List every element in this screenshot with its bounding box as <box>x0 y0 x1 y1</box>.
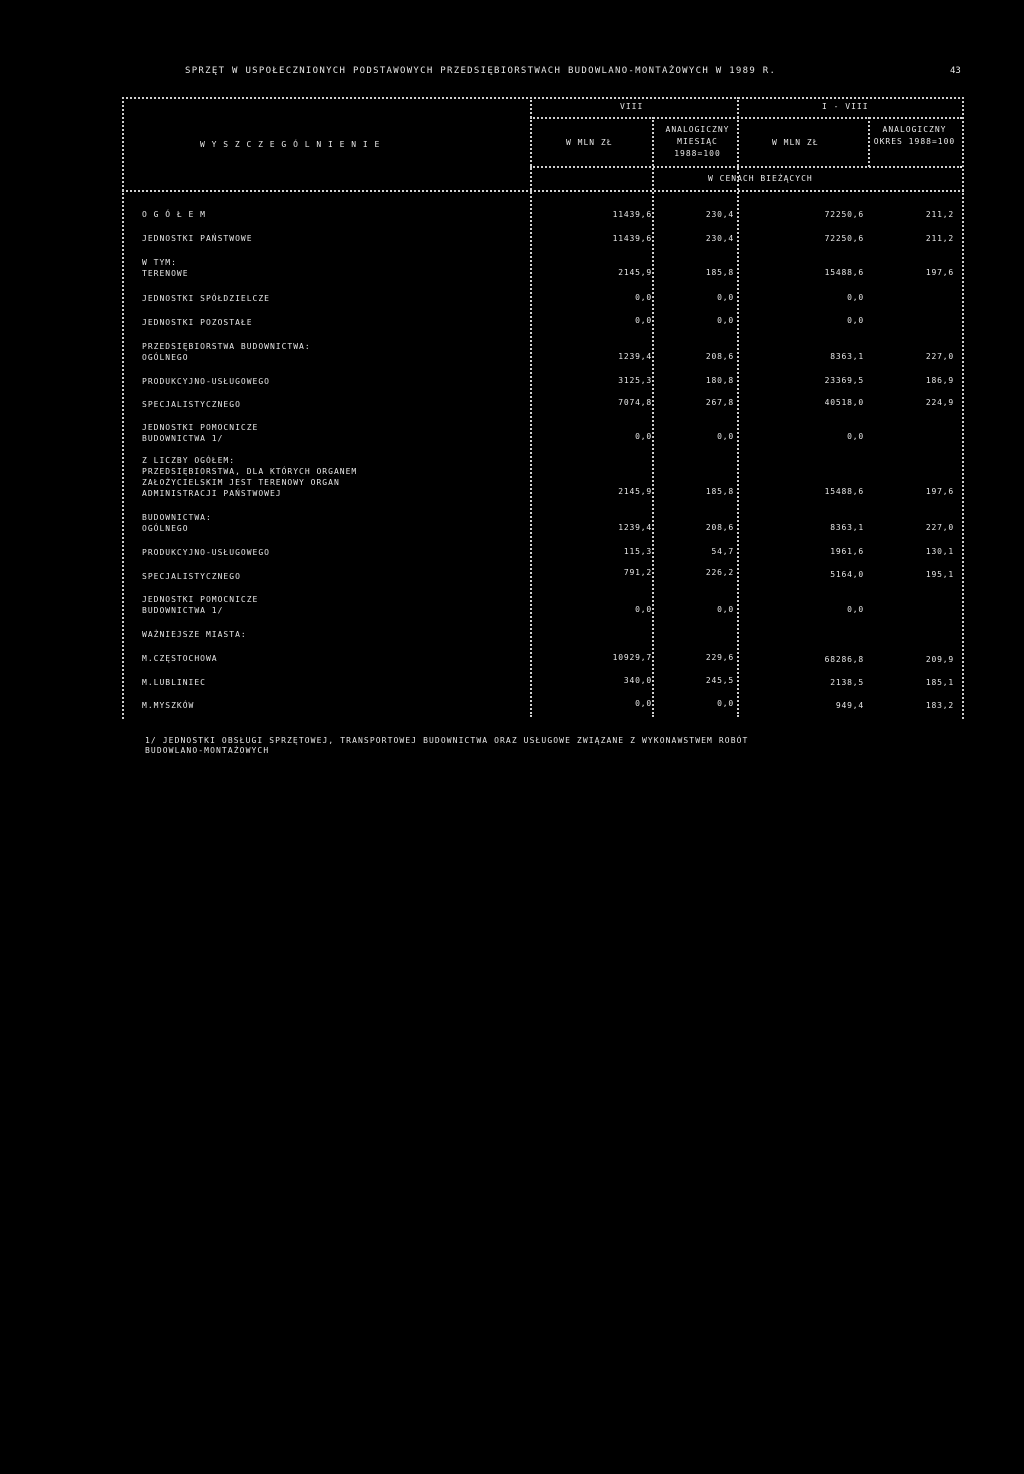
cell-value: 185,8 <box>705 487 734 496</box>
cell-value: 3125,3 <box>618 376 652 385</box>
cell-value: 72250,6 <box>824 234 864 243</box>
cell-value: 0,0 <box>847 316 864 325</box>
cell-value: 72250,6 <box>824 210 864 219</box>
cell-value: 7074,8 <box>618 398 652 407</box>
cell-value: 0,0 <box>717 316 734 325</box>
row-label: PRODUKCYJNO-USŁUGOWEGO <box>142 377 270 386</box>
cell-value: 195,1 <box>925 570 954 579</box>
cell-value: 1239,4 <box>618 352 652 361</box>
col-divider-1 <box>652 117 654 717</box>
cell-value: 185,1 <box>925 678 954 687</box>
cell-value: 949,4 <box>835 701 864 710</box>
cell-value: 68286,8 <box>824 655 864 664</box>
cell-value: 40518,0 <box>824 398 864 407</box>
stub-header: W Y S Z C Z E G Ó L N I E N I E <box>200 140 381 149</box>
cell-value: 0,0 <box>847 432 864 441</box>
row-label: SPECJALISTYCZNEGO <box>142 572 241 581</box>
cell-value: 791,2 <box>623 568 652 577</box>
period-cumulative-header: I - VIII <box>822 102 869 111</box>
cell-value: 23369,5 <box>824 376 864 385</box>
cell-value: 0,0 <box>635 699 652 708</box>
cell-value: 0,0 <box>847 293 864 302</box>
row-label: SPECJALISTYCZNEGO <box>142 400 241 409</box>
cell-value: 8363,1 <box>830 523 864 532</box>
cell-value: 340,0 <box>623 676 652 685</box>
cell-value: 211,2 <box>925 210 954 219</box>
cell-value: 183,2 <box>925 701 954 710</box>
cell-value: 185,8 <box>705 268 734 277</box>
cell-value: 2138,5 <box>830 678 864 687</box>
col-divider-2 <box>737 97 739 717</box>
cell-value: 10929,7 <box>612 653 652 662</box>
cell-value: 197,6 <box>925 487 954 496</box>
row-label: JEDNOSTKI POMOCNICZE BUDOWNICTWA 1/ <box>142 595 259 615</box>
cell-value: 15488,6 <box>824 487 864 496</box>
row-label: M.MYSZKÓW <box>142 701 195 710</box>
cell-value: 0,0 <box>847 605 864 614</box>
row-label: O G Ó Ł E M <box>142 210 206 219</box>
cell-value: 227,0 <box>925 523 954 532</box>
cell-value: 2145,9 <box>618 268 652 277</box>
page-number: 43 <box>950 66 961 76</box>
cell-value: 0,0 <box>717 432 734 441</box>
cell-value: 5164,0 <box>830 570 864 579</box>
cell-value: 208,6 <box>705 352 734 361</box>
footnote: 1/ JEDNOSTKI OBSŁUGI SPRZĘTOWEJ, TRANSPORTOWEJ BUDOWNICTWA ORAZ USŁUGOWE ZWIĄZANE Z WYKONAWSTWEM ROBÓT BUDOWLANO-MONTAŻOWYCH <box>145 736 749 755</box>
cell-value: 227,0 <box>925 352 954 361</box>
header-bottom-rule <box>122 190 964 192</box>
cell-value: 226,2 <box>705 568 734 577</box>
cell-value: 8363,1 <box>830 352 864 361</box>
prices-note: W CENACH BIEŻĄCYCH <box>708 174 813 183</box>
row-label: PRZEDSIĘBIORSTWA BUDOWNICTWA: OGÓLNEGO <box>142 342 311 362</box>
cell-value: 186,9 <box>925 376 954 385</box>
cell-value: 267,8 <box>705 398 734 407</box>
row-label: W TYM: TERENOWE <box>142 258 189 278</box>
cell-value: 11439,6 <box>612 210 652 219</box>
cell-value: 2145,9 <box>618 487 652 496</box>
cell-value: 0,0 <box>717 293 734 302</box>
cell-value: 180,8 <box>705 376 734 385</box>
cell-value: 130,1 <box>925 547 954 556</box>
row-label: WAŻNIEJSZE MIASTA: <box>142 630 247 639</box>
cell-value: 15488,6 <box>824 268 864 277</box>
row-label: JEDNOSTKI POZOSTAŁE <box>142 318 253 327</box>
row-label: JEDNOSTKI POMOCNICZE BUDOWNICTWA 1/ <box>142 423 259 443</box>
col-mln-2-header: W MLN ZŁ <box>772 138 819 147</box>
cell-value: 1239,4 <box>618 523 652 532</box>
cell-value: 197,6 <box>925 268 954 277</box>
cell-value: 0,0 <box>635 432 652 441</box>
cell-value: 54,7 <box>711 547 734 556</box>
period-rule <box>530 117 962 119</box>
cell-value: 0,0 <box>717 605 734 614</box>
cell-value: 0,0 <box>717 699 734 708</box>
row-label: Z LICZBY OGÓŁEM: PRZEDSIĘBIORSTWA, DLA KTÓRYCH ORGANEM ZAŁOŻYCIELSKIM JEST TERENOWY ORGAN ADMINISTRACJI PAŃSTWOWEJ <box>142 456 358 498</box>
cell-value: 115,3 <box>623 547 652 556</box>
row-label: JEDNOSTKI SPÓŁDZIELCZE <box>142 294 270 303</box>
cell-value: 208,6 <box>705 523 734 532</box>
cell-value: 230,4 <box>705 234 734 243</box>
row-label: PRODUKCYJNO-USŁUGOWEGO <box>142 548 270 557</box>
stub-divider <box>530 97 532 717</box>
cell-value: 230,4 <box>705 210 734 219</box>
cell-value: 0,0 <box>635 316 652 325</box>
prices-rule <box>530 166 962 168</box>
row-label: BUDOWNICTWA: OGÓLNEGO <box>142 513 212 533</box>
row-label: M.LUBLINIEC <box>142 678 206 687</box>
cell-value: 1961,6 <box>830 547 864 556</box>
cell-value: 224,9 <box>925 398 954 407</box>
cell-value: 245,5 <box>705 676 734 685</box>
col-index-period-header: ANALOGICZNY OKRES 1988=100 <box>873 125 956 146</box>
period-month-header: VIII <box>620 102 644 111</box>
page-title: SPRZĘT W USPOŁECZNIONYCH PODSTAWOWYCH PRZEDSIĘBIORSTWACH BUDOWLANO-MONTAŻOWYCH W 1989 R. <box>185 66 777 76</box>
col-divider-3 <box>868 117 870 167</box>
row-label: JEDNOSTKI PAŃSTWOWE <box>142 234 253 243</box>
col-index-month-header: ANALOGICZNY MIESIĄC 1988=100 <box>665 125 730 158</box>
col-mln-header: W MLN ZŁ <box>566 138 613 147</box>
cell-value: 209,9 <box>925 655 954 664</box>
cell-value: 211,2 <box>925 234 954 243</box>
cell-value: 229,6 <box>705 653 734 662</box>
cell-value: 0,0 <box>635 605 652 614</box>
cell-value: 11439,6 <box>612 234 652 243</box>
cell-value: 0,0 <box>635 293 652 302</box>
row-label: M.CZĘSTOCHOWA <box>142 654 218 663</box>
